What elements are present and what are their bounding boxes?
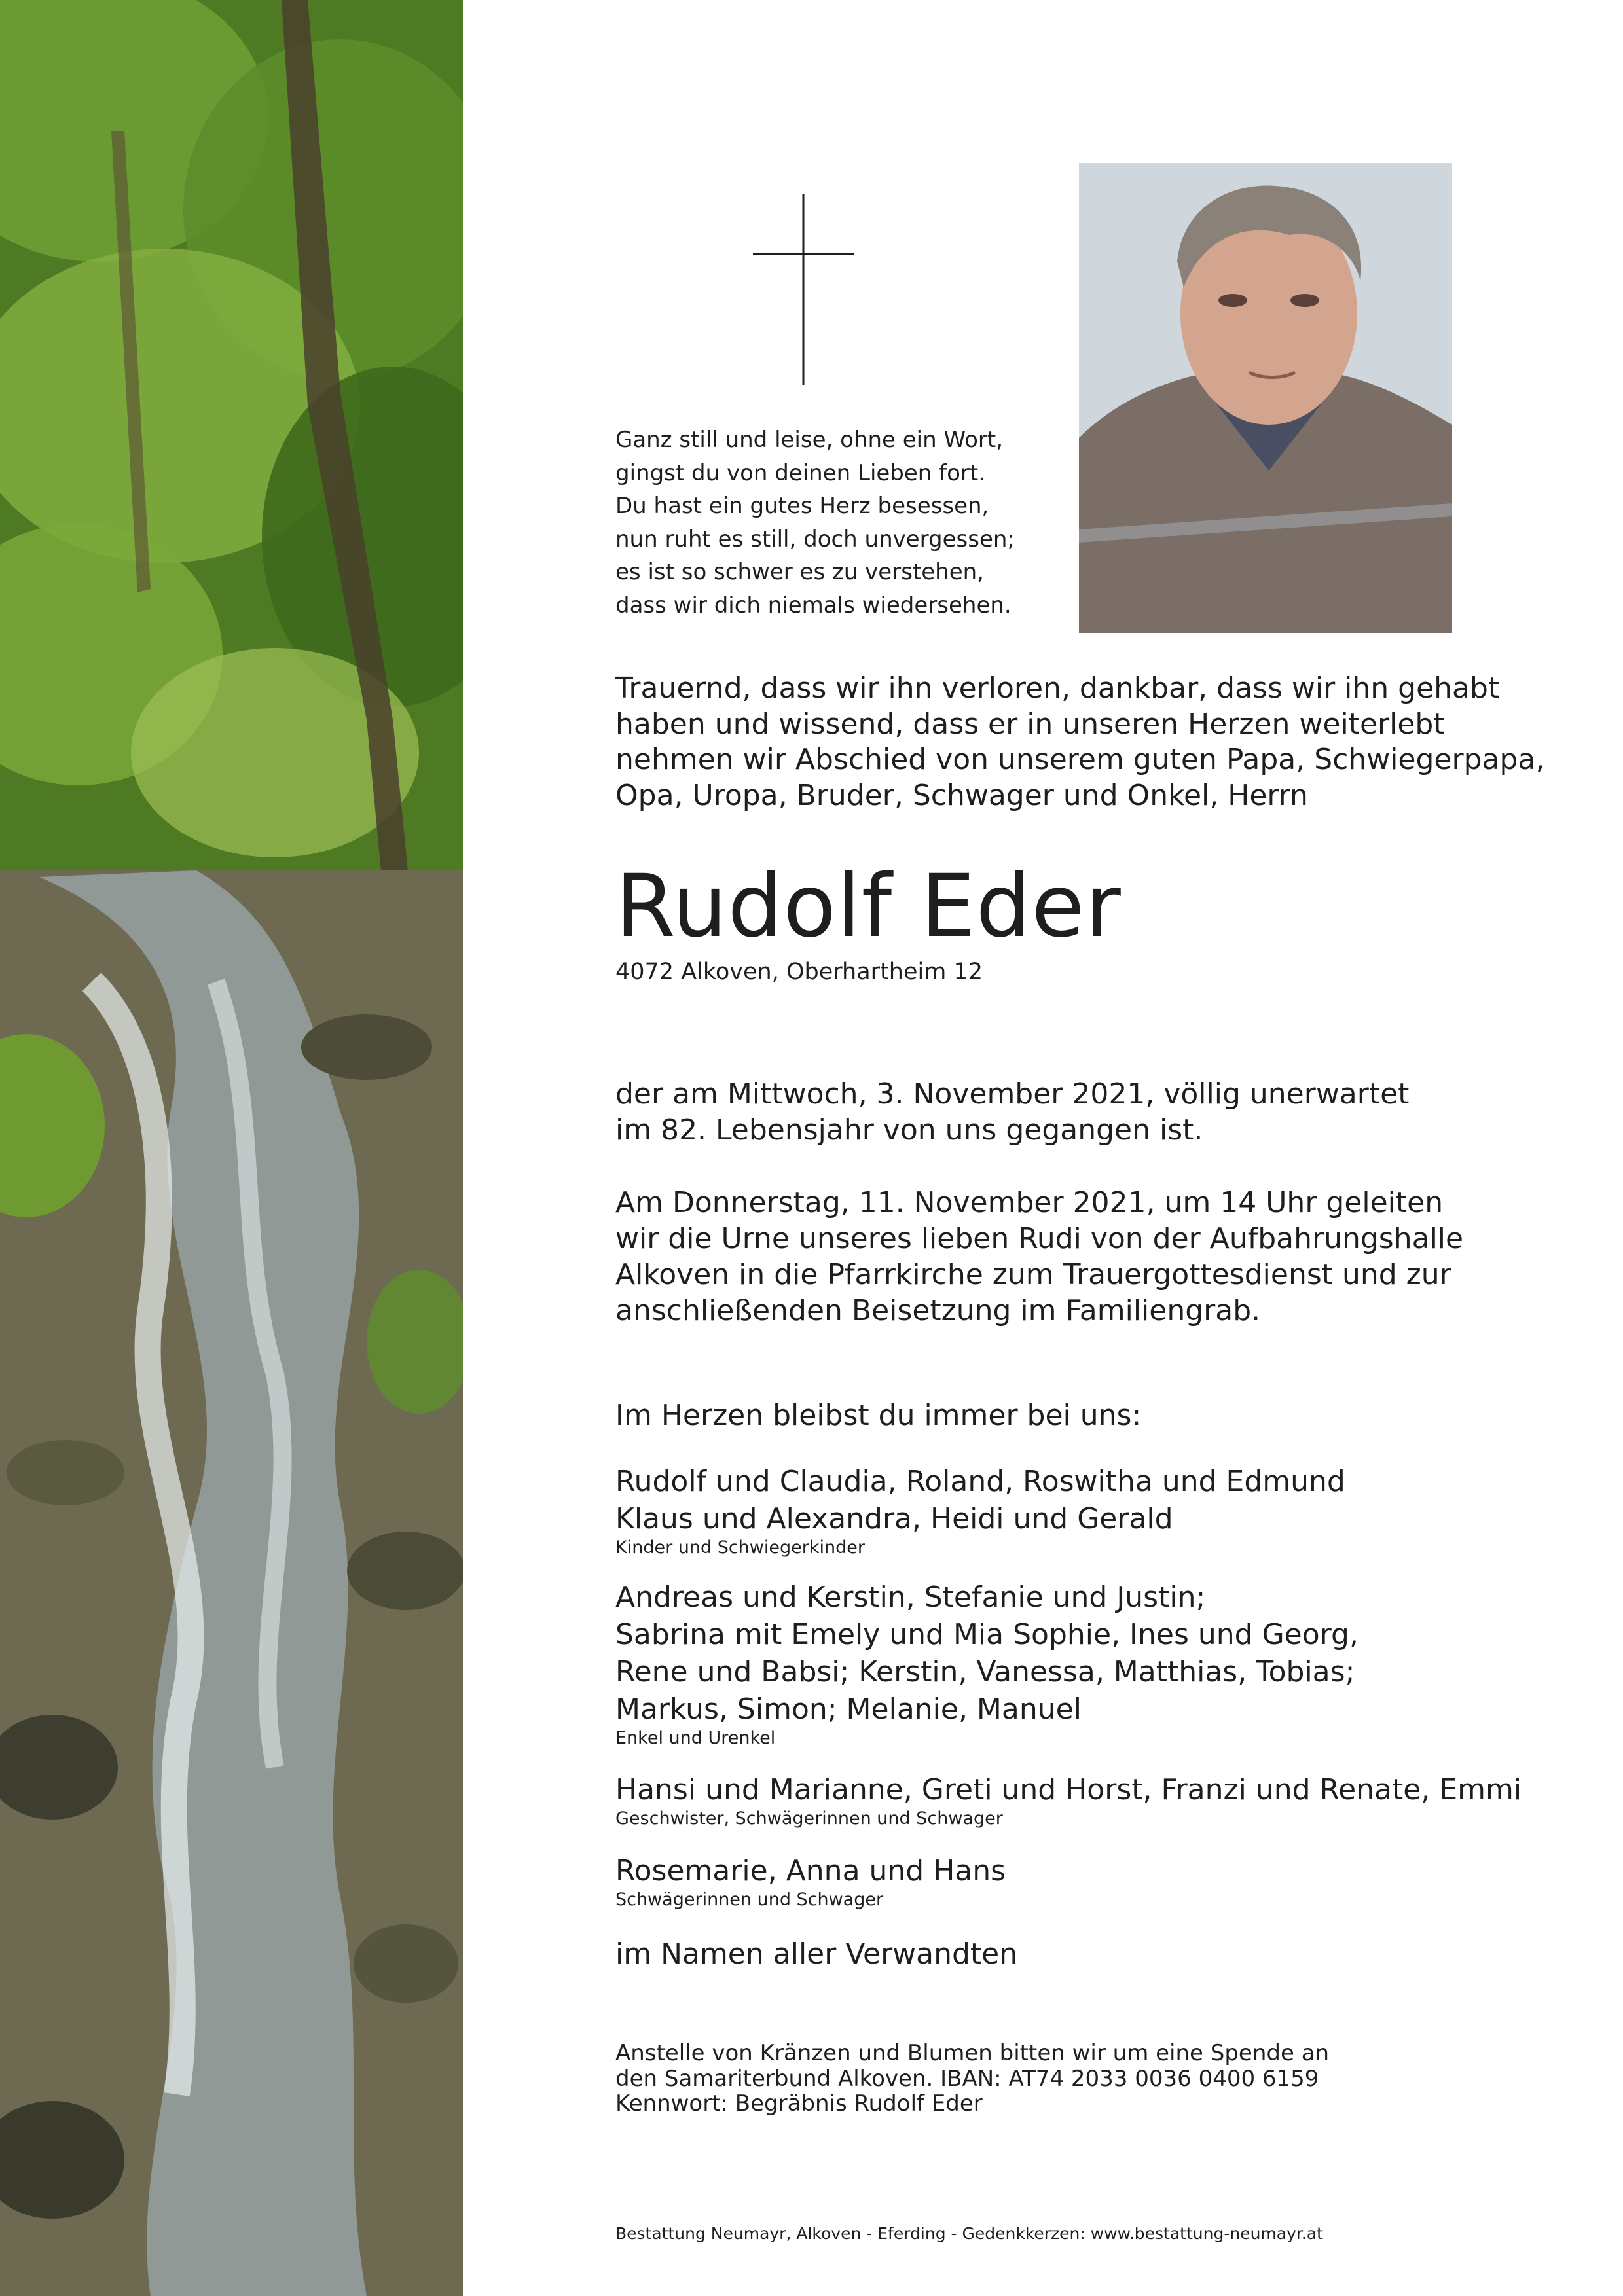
funeral-notice — [615, 1185, 1463, 1329]
funeral-notice-line: Alkoven in die Pfarrkirche zum Trauergottesdienst und zur — [615, 1258, 1451, 1291]
funeral-notice-line: Am Donnerstag, 11. November 2021, um 14 Uhr geleiten — [615, 1186, 1444, 1219]
intro-line: nehmen wir Abschied von unserem guten Papa, Schwiegerpapa, — [615, 743, 1545, 776]
memorial-poem — [615, 423, 1015, 622]
death-notice-line: der am Mittwoch, 3. November 2021, völlig unerwartet — [615, 1077, 1410, 1111]
portrait-illustration — [1079, 163, 1452, 633]
death-notice — [615, 1076, 1409, 1148]
mourner-group-inlaws — [615, 1852, 1006, 1910]
poem-line: dass wir dich niemals wiedersehen. — [615, 592, 1012, 619]
intro-paragraph — [615, 671, 1544, 814]
mourner-names: Rene und Babsi; Kerstin, Vanessa, Matthias, Tobias; — [615, 1655, 1355, 1689]
mourner-group-children — [615, 1463, 1345, 1558]
intro-line: Trauernd, dass wir ihn verloren, dankbar, dass wir ihn gehabt — [615, 672, 1500, 705]
portrait-photo — [1079, 163, 1452, 633]
footer-credit: Bestattung Neumayr, Alkoven - Eferding - Gedenkkerzen: www.bestattung-neumayr.at — [615, 2224, 1323, 2243]
mourner-group-label: Enkel und Urenkel — [615, 1728, 776, 1748]
mourner-names: Markus, Simon; Melanie, Manuel — [615, 1693, 1082, 1726]
donation-line: den Samariterbund Alkoven. IBAN: AT74 2033 0036 0400 6159 — [615, 2065, 1319, 2092]
poem-line: Ganz still und leise, ohne ein Wort, — [615, 427, 1004, 453]
poem-line: es ist so schwer es zu verstehen, — [615, 559, 984, 585]
poem-line: nun ruht es still, doch unvergessen; — [615, 526, 1015, 552]
mourner-names: Hansi und Marianne, Greti und Horst, Franzi und Renate, Emmi — [615, 1773, 1522, 1806]
mourner-names: Rosemarie, Anna und Hans — [615, 1854, 1006, 1888]
cross-icon — [753, 194, 854, 385]
intro-line: haben und wissend, dass er in unseren Herzen weiterlebt — [615, 707, 1445, 741]
mourner-names: Sabrina mit Emely und Mia Sophie, Ines und Georg, — [615, 1618, 1359, 1651]
mourner-names: Klaus und Alexandra, Heidi und Gerald — [615, 1502, 1173, 1535]
nature-photo-stream — [0, 0, 463, 2296]
donation-notice — [615, 2041, 1329, 2117]
poem-line: Du hast ein gutes Herz besessen, — [615, 493, 989, 519]
funeral-notice-line: wir die Urne unseres lieben Rudi von der Aufbahrungshalle — [615, 1222, 1464, 1255]
mourner-names: Rudolf und Claudia, Roland, Roswitha und Edmund — [615, 1465, 1345, 1498]
mourner-group-label: Geschwister, Schwägerinnen und Schwager — [615, 1808, 1003, 1829]
mourner-names: Andreas und Kerstin, Stefanie und Justin; — [615, 1581, 1206, 1614]
deceased-address: 4072 Alkoven, Oberhartheim 12 — [615, 959, 983, 985]
stream-illustration — [0, 0, 463, 2296]
mourners-intro: Im Herzen bleibst du immer bei uns: — [615, 1399, 1142, 1432]
mourner-group-label: Schwägerinnen und Schwager — [615, 1890, 884, 1910]
donation-line: Anstelle von Kränzen und Blumen bitten wir um eine Spende an — [615, 2040, 1330, 2066]
mourner-group-siblings — [615, 1771, 1522, 1829]
donation-line: Kennwort: Begräbnis Rudolf Eder — [615, 2090, 983, 2117]
death-notice-line: im 82. Lebensjahr von uns gegangen ist. — [615, 1113, 1203, 1147]
closing-line: im Namen aller Verwandten — [615, 1937, 1018, 1971]
funeral-notice-line: anschließenden Beisetzung im Familiengrab. — [615, 1294, 1261, 1327]
mourner-group-label: Kinder und Schwiegerkinder — [615, 1537, 865, 1558]
intro-line: Opa, Uropa, Bruder, Schwager und Onkel, Herrn — [615, 778, 1308, 812]
poem-line: gingst du von deinen Lieben fort. — [615, 459, 986, 486]
deceased-name: Rudolf Eder — [615, 856, 1122, 957]
mourner-group-grandchildren — [615, 1579, 1359, 1749]
